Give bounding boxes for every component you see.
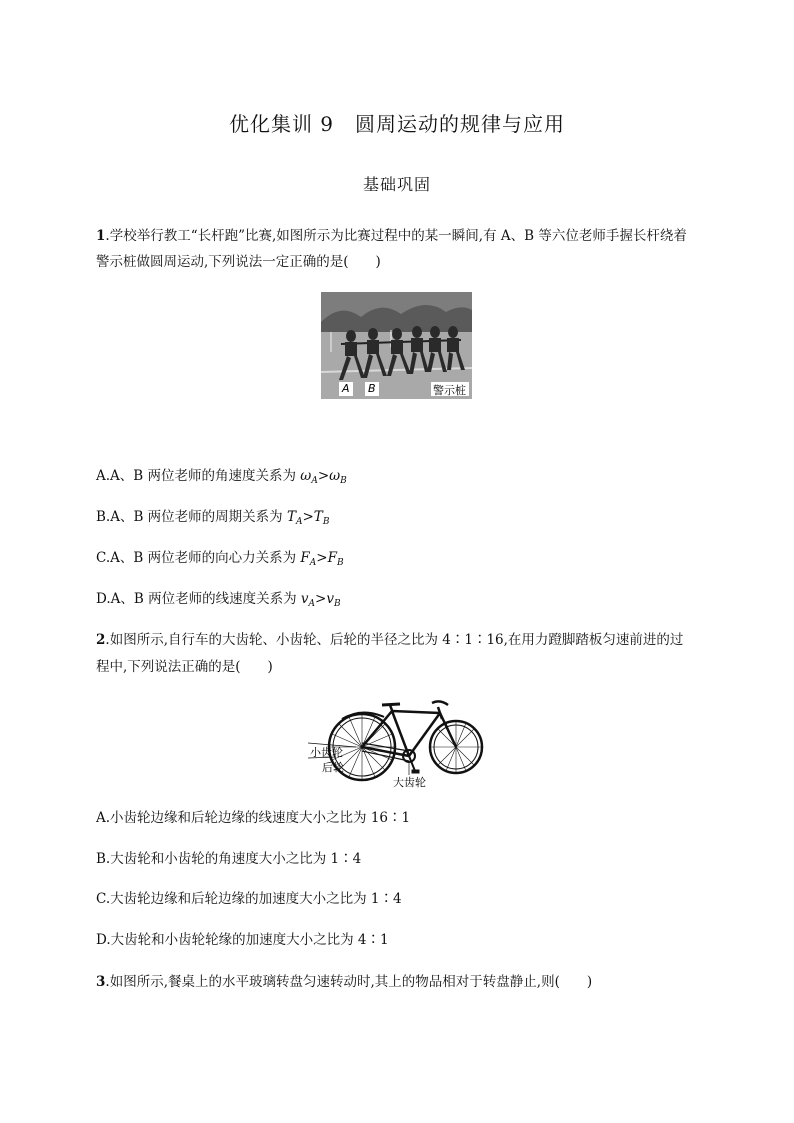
- q2-stem-line2: 程中,下列说法正确的是( ): [96, 659, 273, 675]
- q1-stem-line1: [96, 226, 708, 246]
- page-title: 优化集训 9 圆周运动的规律与应用: [228, 112, 566, 136]
- q2-option-d: D.大齿轮和小齿轮轮缘的加速度大小之比为 4∶1: [96, 932, 389, 948]
- q1-option-d-symbol2: v: [326, 591, 334, 607]
- q1-option-a-sub2: B: [340, 476, 347, 486]
- q1-label-a: A: [342, 382, 350, 395]
- q2-number: 2: [96, 632, 106, 648]
- q1-label-post: 警示桩: [433, 384, 466, 397]
- section-heading: 基础巩固: [362, 175, 431, 194]
- q2-option-a: A.小齿轮边缘和后轮边缘的线速度大小之比为 16∶1: [96, 810, 411, 826]
- q1-option-a-op: >: [317, 468, 330, 484]
- q1-number: 1: [96, 228, 106, 244]
- q2-stem-text1: .如图所示,自行车的大齿轮、小齿轮、后轮的半径之比为 4∶1∶16,在用力蹬脚踏板匀速前进的过: [105, 632, 684, 648]
- q3-stem-text1: .如图所示,餐桌上的水平玻璃转盘匀速转动时,其上的物品相对于转盘静止,则( ): [105, 974, 593, 990]
- q1-option-b-symbol2: T: [313, 509, 323, 525]
- q1-option-d-text: D.A、B 两位老师的线速度关系为: [96, 591, 301, 607]
- q1-option-d-symbol: v: [300, 591, 309, 607]
- q1-option-b-sub2: B: [322, 517, 330, 527]
- q1-label-b: B: [368, 382, 376, 395]
- q2-option-c: C.大齿轮边缘和后轮边缘的加速度大小之比为 1∶4: [96, 891, 402, 907]
- q2-stem-line1: [96, 630, 708, 650]
- q2-label-big-gear: 大齿轮: [393, 776, 426, 789]
- q2-label-small-gear: 小齿轮: [310, 746, 343, 759]
- q1-option-b-text: B.A、B 两位老师的周期关系为: [96, 509, 287, 525]
- q1-option-c-text: C.A、B 两位老师的向心力关系为: [96, 550, 301, 566]
- q1-option-c-symbol2: F: [327, 550, 337, 566]
- q1-option-b-sub1: A: [295, 517, 303, 527]
- q1-option-a: [96, 466, 708, 491]
- q1-option-a-symbol: ω: [300, 468, 312, 484]
- q1-option-c-sub2: B: [336, 558, 344, 568]
- q1-option-c-op: >: [316, 550, 328, 566]
- q3-stem-line1: [96, 972, 708, 992]
- q1-option-d-op: >: [315, 591, 327, 607]
- q1-option-a-sub1: A: [311, 476, 318, 486]
- q1-option-b: [96, 507, 708, 532]
- q1-stem-line2: 警示桩做圆周运动,下列说法一定正确的是( ): [96, 254, 381, 270]
- q1-option-d-sub1: A: [308, 599, 316, 609]
- q2-bicycle-figure: [306, 695, 486, 787]
- q2-label-rear-wheel: 后轮: [322, 761, 344, 774]
- q1-stem-text1: .学校举行教工“长杆跑”比赛,如图所示为比赛过程中的某一瞬间,有 A、B 等六位老师手握长杆绕着: [105, 228, 687, 244]
- q1-option-a-text: A.A、B 两位老师的角速度关系为: [96, 468, 301, 484]
- q2-option-b: B.大齿轮和小齿轮的角速度大小之比为 1∶4: [96, 851, 362, 867]
- q1-option-c: [96, 548, 708, 573]
- q1-option-b-symbol: T: [286, 509, 296, 525]
- q1-option-d: [96, 589, 708, 614]
- q3-number: 3: [96, 974, 106, 990]
- q1-option-d-sub2: B: [333, 599, 341, 609]
- q1-option-c-symbol: F: [300, 550, 310, 566]
- q1-option-a-symbol2: ω: [329, 468, 341, 484]
- q1-option-c-sub1: A: [309, 558, 317, 568]
- q1-photo-figure: [321, 292, 472, 399]
- q1-option-b-op: >: [302, 509, 314, 525]
